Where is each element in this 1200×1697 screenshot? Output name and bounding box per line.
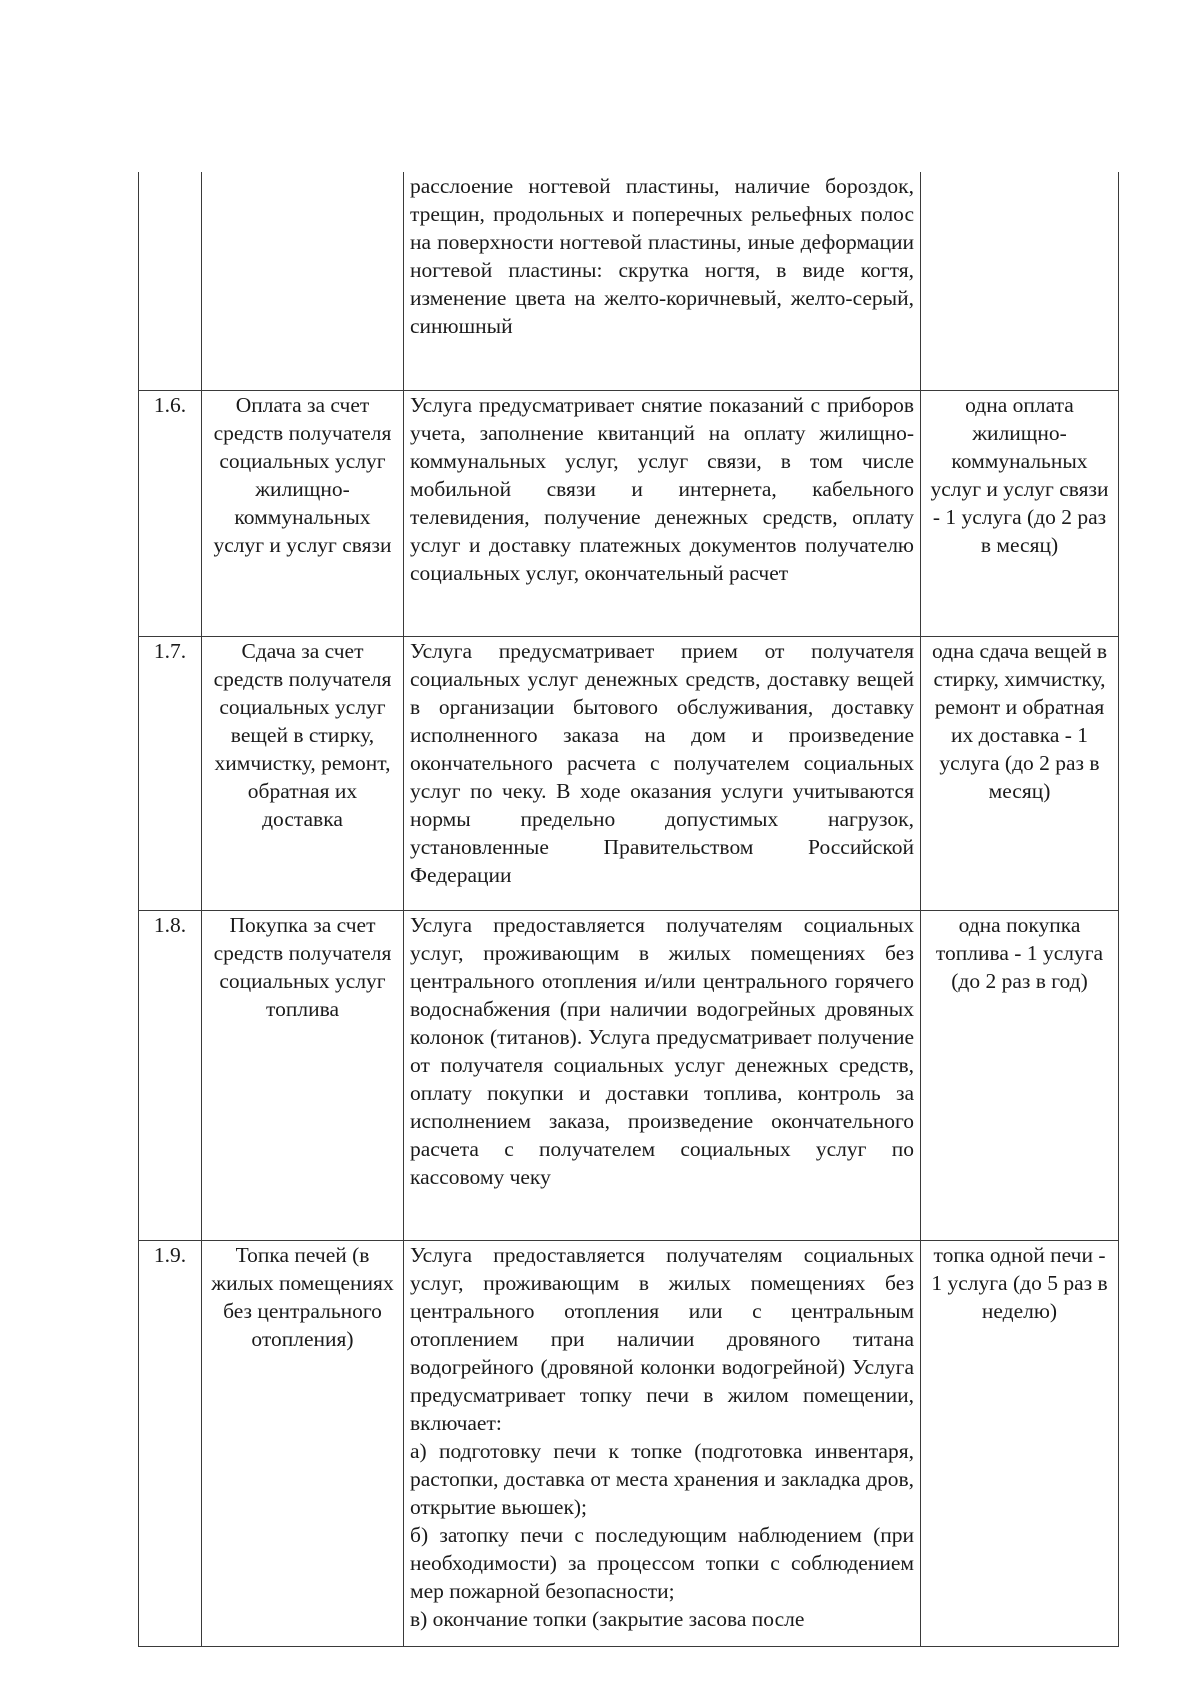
description-item: а) подготовку печи к топке (подготовка инвентаря, растопки, доставка от места хранения и закладка дров, открытие вьюшек); (410, 1438, 914, 1519)
description-item: в) окончание топки (закрытие засова после (410, 1606, 805, 1631)
cell-name: Сдача за счет средств получателя социальных услуг вещей в стирку, химчистку, ремонт, обратная их доставка (202, 636, 404, 910)
table-row-continued (139, 172, 1119, 390)
cell-volume (921, 172, 1119, 390)
cell-description (404, 390, 921, 636)
cell-volume: топка одной печи - 1 услуга (до 5 раз в неделю) (921, 1240, 1119, 1646)
cell-volume: одна оплата жилищно-коммунальных услуг и услуг связи - 1 услуга (до 2 раз в месяц) (921, 390, 1119, 636)
cell-name: Оплата за счет средств получателя социальных услуг жилищно-коммунальных услуг и услуг связи (202, 390, 404, 636)
cell-number: 1.8. (139, 910, 202, 1240)
cell-number: 1.6. (139, 390, 202, 636)
cell-name: Покупка за счет средств получателя социальных услуг топлива (202, 910, 404, 1240)
cell-volume: одна сдача вещей в стирку, химчистку, ремонт и обратная их доставка - 1 услуга (до 2 раз в месяц) (921, 636, 1119, 910)
cell-number: 1.9. (139, 1240, 202, 1646)
table-row (139, 636, 1119, 910)
cell-number: 1.7. (139, 636, 202, 910)
description-item: б) затопку печи с последующим наблюдением (при необходимости) за процессом топки с соблюдением мер пожарной безопасности; (410, 1522, 914, 1603)
cell-number (139, 172, 202, 390)
cell-description (404, 1240, 921, 1646)
services-table (138, 172, 1119, 1647)
cell-name (202, 172, 404, 390)
cell-volume: одна покупка топлива - 1 услуга (до 2 раз в год) (921, 910, 1119, 1240)
table-row (139, 1240, 1119, 1646)
cell-description (404, 636, 921, 910)
cell-description (404, 910, 921, 1240)
table-row (139, 910, 1119, 1240)
description-text: Услуга предусматривает прием от получателя социальных услуг денежных средств, доставку вещей в организации бытового обслуживания, доставку исполненного заказа на дом и произведение окончательного расчета с получателем социальных услуг по чеку. В ходе оказания услуги учитываются нормы предельно допустимых нагрузок, установленные Правительством Российской Федерации (410, 638, 914, 887)
cell-description (404, 172, 921, 390)
description-text: Услуга предоставляется получателям социальных услуг, проживающим в жилых помещениях без центрального отопления и/или центрального горячего водоснабжения (при наличии водогрейных дровяных колонок (титанов). Услуга предусматривает получение от получателя социальных услуг денежных средств, оплату покупки и доставки топлива, контроль за исполнением заказа, произведение окончательного расчета с получателем социальных услуг по кассовому чеку (410, 912, 914, 1189)
table-row (139, 390, 1119, 636)
description-text: Услуга предусматривает снятие показаний с приборов учета, заполнение квитанций на оплату жилищно-коммунальных услуг, услуг связи, в том числе мобильной связи и интернета, кабельного телевидения, получение денежных средств, оплату услуг и доставку платежных документов получателю социальных услуг, окончательный расчет (410, 392, 914, 585)
description-text: расслоение ногтевой пластины, наличие бороздок, трещин, продольных и поперечных рельефных полос на поверхности ногтевой пластины, иные деформации ногтевой пластины: скрутка ногтя, в виде когтя, изменение цвета на желто-коричневый, желто-серый, синюшный (410, 174, 914, 338)
description-text: Услуга предоставляется получателям социальных услуг, проживающим в жилых помещениях без центрального отопления или с центральным отоплением при наличии дровяного титана водогрейного (дровяной колонки водогрейной) Услуга предусматривает топку печи в жилом помещении, включает: (410, 1242, 914, 1435)
cell-name: Топка печей (в жилых помещениях без центрального отопления) (202, 1240, 404, 1646)
